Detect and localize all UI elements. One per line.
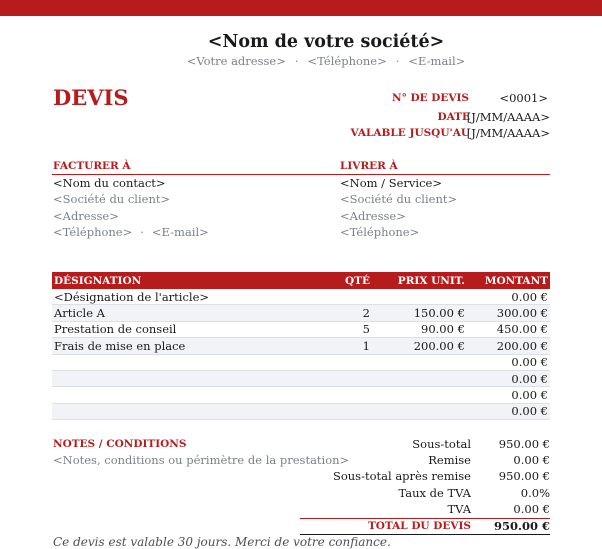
- item-designation: Frais de mise en place: [52, 338, 287, 354]
- item-amount: 0.00 €: [467, 387, 550, 403]
- tax-rate-value: 0.0%: [520, 485, 550, 500]
- ship-to-phone: <Téléphone>: [340, 224, 420, 239]
- item-unit-price: 90.00 €: [372, 321, 467, 337]
- footer-note: Ce devis est valable 30 jours. Merci de votre confiance.: [53, 535, 391, 549]
- table-row: [52, 403, 550, 419]
- col-amount-header: MONTANT: [484, 274, 548, 287]
- separator: ·: [140, 224, 144, 239]
- table-row: [52, 387, 550, 403]
- ship-to-heading: LIVRER À: [340, 160, 398, 172]
- separator: ·: [395, 54, 400, 68]
- table-row: [52, 305, 550, 321]
- company-contact-line: [0, 54, 602, 68]
- table-row: [52, 370, 550, 386]
- discount-row: [300, 452, 550, 468]
- notes-text: <Notes, conditions ou périmètre de la prestation>: [53, 453, 350, 467]
- tax-value: 0.00 €: [513, 501, 550, 516]
- table-row: [52, 354, 550, 370]
- item-designation: [52, 387, 287, 403]
- item-unit-price: [372, 403, 467, 419]
- date-value: [J/MM/AAAA>: [466, 110, 550, 124]
- ship-to-address: <Adresse>: [340, 208, 406, 223]
- document-title: DEVIS: [53, 85, 129, 110]
- item-amount: 0.00 €: [467, 403, 550, 419]
- grand-total-row: [300, 518, 550, 535]
- table-header-row: [52, 272, 550, 289]
- quote-number-label: N° DE DEVIS: [391, 92, 469, 104]
- item-unit-price: 150.00 €: [372, 305, 467, 321]
- subtotal-label: Sous-total: [412, 437, 471, 452]
- item-qty: [287, 370, 372, 386]
- bill-to-phone: <Téléphone>: [53, 224, 133, 239]
- discount-label: Remise: [428, 453, 471, 468]
- bill-to-phone-email: [53, 224, 209, 240]
- item-unit-price: [372, 387, 467, 403]
- company-phone: <Téléphone>: [307, 54, 387, 68]
- item-amount: 0.00 €: [467, 354, 550, 370]
- bill-to-company: <Société du client>: [53, 192, 171, 207]
- totals-block: [300, 436, 550, 535]
- item-qty: 5: [287, 321, 372, 337]
- company-address: <Votre adresse>: [186, 54, 286, 68]
- bill-to-email: <E-mail>: [151, 224, 209, 239]
- item-unit-price: 200.00 €: [372, 338, 467, 354]
- quote-number-value: <0001>: [499, 91, 548, 105]
- col-qty-header: QTÉ: [345, 274, 370, 287]
- item-qty: [287, 387, 372, 403]
- tax-label: TVA: [447, 501, 471, 516]
- valid-until-label: VALABLE JUSQU'AU: [350, 127, 470, 139]
- item-unit-price: [372, 354, 467, 370]
- accent-bar: [0, 0, 602, 16]
- item-qty: 2: [287, 305, 372, 321]
- item-amount: 0.00 €: [467, 370, 550, 386]
- tax-rate-row: [300, 485, 550, 501]
- after-discount-label: Sous-total après remise: [332, 469, 471, 484]
- item-designation: Article A: [52, 305, 287, 321]
- ship-to-block: [340, 175, 457, 240]
- separator: ·: [294, 54, 299, 68]
- item-amount: 300.00 €: [467, 305, 550, 321]
- discount-value: 0.00 €: [513, 453, 550, 468]
- table-row: [52, 321, 550, 337]
- subtotal-row: [300, 436, 550, 452]
- after-discount-value: 950.00 €: [498, 469, 550, 484]
- table-row: [52, 338, 550, 354]
- bill-to-heading: FACTURER À: [53, 160, 131, 172]
- ship-to-name: <Nom / Service>: [340, 176, 442, 190]
- ship-to-company: <Société du client>: [340, 192, 458, 207]
- item-qty: [287, 403, 372, 419]
- date-label: DATE: [437, 111, 470, 123]
- bill-to-contact: <Nom du contact>: [53, 176, 166, 190]
- item-unit-price: [372, 289, 467, 305]
- grand-total-label: TOTAL DU DEVIS: [367, 520, 471, 533]
- item-amount: 0.00 €: [467, 289, 550, 305]
- notes-heading: NOTES / CONDITIONS: [53, 438, 187, 450]
- item-designation: [52, 403, 287, 419]
- item-designation: <Désignation de l'article>: [52, 289, 287, 305]
- table-row: [52, 289, 550, 305]
- bill-to-address: <Adresse>: [53, 208, 119, 223]
- company-email: <E-mail>: [408, 54, 466, 68]
- subtotal-value: 950.00 €: [498, 437, 550, 452]
- after-discount-row: [300, 468, 550, 484]
- col-unit-price-header: PRIX UNIT.: [397, 274, 465, 287]
- col-designation-header: DÉSIGNATION: [54, 274, 142, 287]
- item-designation: [52, 354, 287, 370]
- tax-rate-label: Taux de TVA: [398, 485, 471, 500]
- item-unit-price: [372, 370, 467, 386]
- item-amount: 450.00 €: [467, 321, 550, 337]
- grand-total-value: 950.00 €: [493, 519, 550, 534]
- item-qty: [287, 354, 372, 370]
- item-designation: Prestation de conseil: [52, 321, 287, 337]
- bill-to-block: [53, 175, 209, 240]
- item-designation: [52, 370, 287, 386]
- tax-row: [300, 501, 550, 517]
- valid-until-value: [J/MM/AAAA>: [466, 126, 550, 140]
- item-qty: [287, 289, 372, 305]
- item-amount: 200.00 €: [467, 338, 550, 354]
- company-name: <Nom de votre société>: [207, 32, 445, 52]
- line-items-table: [52, 272, 550, 420]
- item-qty: 1: [287, 338, 372, 354]
